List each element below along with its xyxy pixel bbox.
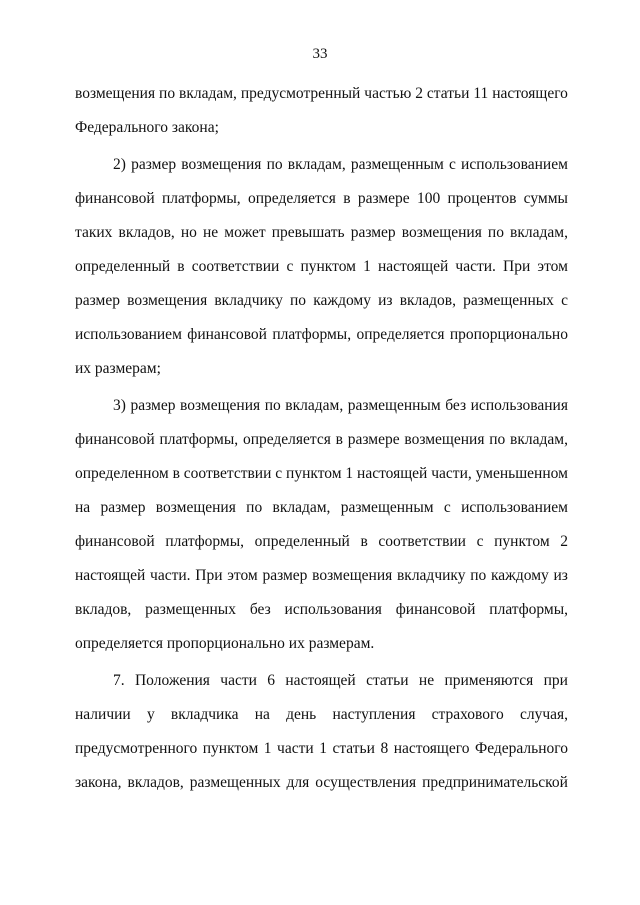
word: таких <box>75 224 113 241</box>
word: размещенных <box>463 292 554 309</box>
word: размещенным <box>340 499 434 516</box>
word: 11 <box>473 85 489 102</box>
word: с <box>443 499 451 516</box>
text-line <box>75 773 568 807</box>
text-line <box>75 291 568 325</box>
page-number: 33 <box>312 46 328 62</box>
word: закона, <box>75 774 122 791</box>
word: с <box>561 292 568 309</box>
word: размерам; <box>94 360 161 377</box>
word: вкладам, <box>287 156 346 173</box>
word: 2 <box>560 533 568 550</box>
word: вкладам, <box>510 224 568 241</box>
word: размер <box>130 397 176 414</box>
word: Федерального <box>75 119 172 136</box>
text-line <box>75 155 568 189</box>
text-line <box>75 532 568 566</box>
word: возмещения <box>401 224 482 241</box>
word: их <box>288 635 309 652</box>
word: размерам. <box>308 635 375 652</box>
word: осуществления <box>315 774 417 791</box>
word: по <box>489 431 506 448</box>
word: вкладов, <box>118 224 175 241</box>
word: по <box>266 156 283 173</box>
word: закона; <box>171 119 219 136</box>
text-line <box>75 325 568 359</box>
text-line <box>75 634 568 668</box>
word: 2 <box>415 85 423 102</box>
word: настоящей <box>75 567 146 584</box>
text-line <box>75 566 568 600</box>
word: пропорционально <box>449 326 568 343</box>
word: в <box>172 465 180 482</box>
word: определяется <box>75 635 167 652</box>
text-line <box>75 189 568 223</box>
word: случая, <box>519 706 568 723</box>
text-line <box>75 84 568 118</box>
word: размер <box>75 292 120 309</box>
word: пунктом <box>494 533 550 550</box>
word: пунктом <box>202 740 259 757</box>
word: 1 <box>363 258 371 275</box>
word: с <box>476 533 484 550</box>
word: применяются <box>444 672 534 689</box>
word: уменьшенном <box>475 465 568 482</box>
text-line <box>75 359 568 393</box>
word: из <box>553 567 568 584</box>
word: по <box>159 85 176 102</box>
word: каждому <box>490 567 549 584</box>
word: размещенным <box>347 397 441 414</box>
word: 1 <box>263 740 272 757</box>
word: пропорционально <box>166 635 289 652</box>
word: пунктом <box>286 465 342 482</box>
word: вкладчику <box>214 292 283 309</box>
word: суммы <box>523 190 568 207</box>
word: каждому <box>313 292 371 309</box>
word: настоящей <box>357 465 428 482</box>
word: финансовой <box>75 431 155 448</box>
word: этом <box>227 567 258 584</box>
text-line <box>75 739 568 773</box>
word: предпринимательской <box>422 774 568 791</box>
word: вкладов, <box>127 774 184 791</box>
word: по <box>290 292 307 309</box>
text-line <box>75 396 568 430</box>
word: при <box>543 672 568 689</box>
text-line <box>75 600 568 634</box>
word: При <box>503 258 531 275</box>
word: превышать <box>271 224 345 241</box>
text-line <box>75 464 568 498</box>
word: использованием <box>461 499 568 516</box>
word: размер <box>350 224 396 241</box>
word: Федерального <box>474 740 568 757</box>
word: 2) <box>113 156 126 173</box>
word: по <box>264 397 281 414</box>
word: их <box>75 360 95 377</box>
word: процентов <box>447 190 517 207</box>
word: по <box>470 567 487 584</box>
word: использованием <box>461 156 568 173</box>
word: страхового <box>431 706 504 723</box>
word: соответствии <box>183 465 272 482</box>
word: размер <box>262 567 308 584</box>
word: возмещения <box>127 292 208 309</box>
word: платформы, <box>159 431 239 448</box>
word: без <box>445 397 467 414</box>
word: вкладов, <box>399 292 456 309</box>
word: возмещения <box>155 499 236 516</box>
word: не <box>203 224 219 241</box>
word: наличии <box>75 706 131 723</box>
word: определяется <box>242 431 331 448</box>
word: финансовой <box>75 190 155 207</box>
word: с <box>275 465 283 482</box>
word: части <box>220 672 257 689</box>
word: размер <box>131 156 177 173</box>
word: настоящей <box>377 258 449 275</box>
word: по <box>487 224 504 241</box>
word: части. <box>150 567 191 584</box>
word: с <box>286 258 294 275</box>
word: 8 <box>380 740 389 757</box>
word: использования <box>470 397 568 414</box>
word: части. <box>455 258 496 275</box>
word: в <box>177 258 185 275</box>
word: 6 <box>267 672 276 689</box>
word: пунктом <box>300 258 356 275</box>
text-line <box>75 223 568 257</box>
word: статьи <box>332 740 375 757</box>
word: 3) <box>113 397 126 414</box>
word: вкладчику <box>396 567 466 584</box>
word: части, <box>431 465 472 482</box>
word: предусмотренный <box>240 85 361 102</box>
word: платформы, <box>165 533 245 550</box>
word: использованием <box>75 326 182 343</box>
text-line <box>75 671 568 705</box>
word: в <box>343 190 351 207</box>
word: может <box>224 224 266 241</box>
text-line <box>75 498 568 532</box>
word: финансовой <box>395 601 476 618</box>
word: При <box>195 567 223 584</box>
word: определенный <box>254 533 350 550</box>
word: 1 <box>345 465 354 482</box>
word: размере <box>347 431 400 448</box>
word: на <box>254 706 270 723</box>
word: с <box>448 156 456 173</box>
word: определенный <box>75 258 171 275</box>
word: вкладам, <box>510 431 568 448</box>
word: платформы, <box>161 190 241 207</box>
word: возмещения <box>312 567 393 584</box>
word: вкладам, <box>272 499 331 516</box>
word: на <box>75 499 91 516</box>
word: предусмотренного <box>75 740 198 757</box>
word: вкладов, <box>75 601 132 618</box>
word: 100 <box>416 190 441 207</box>
word: настоящей <box>285 672 356 689</box>
word: частью <box>364 85 412 102</box>
word: настоящего <box>393 740 470 757</box>
word: в <box>335 431 343 448</box>
word: в <box>360 533 368 550</box>
word: размер <box>100 499 146 516</box>
word: возмещения <box>181 156 262 173</box>
word: возмещения <box>75 85 156 102</box>
text-line <box>75 430 568 464</box>
word: платформы, <box>489 601 568 618</box>
word: соответствии <box>191 258 280 275</box>
word: возмещения <box>180 397 261 414</box>
word: этом <box>537 258 568 275</box>
text-line <box>75 257 568 291</box>
word: 1 <box>319 740 327 757</box>
word: размещенным <box>350 156 444 173</box>
word: размещенных <box>145 601 236 618</box>
word: Положения <box>134 672 210 689</box>
word: финансовой <box>75 533 155 550</box>
word: не <box>418 672 435 689</box>
word: соответствии <box>378 533 466 550</box>
word: платформы, <box>272 326 352 343</box>
word: по <box>246 499 263 516</box>
text-line <box>75 705 568 739</box>
word: возмещения <box>404 431 485 448</box>
word: настоящего <box>492 85 568 102</box>
word: наступления <box>332 706 416 723</box>
word: день <box>286 706 317 723</box>
word: статьи <box>426 85 470 102</box>
word: использования <box>284 601 382 618</box>
word: финансовой <box>187 326 267 343</box>
word: вкладам, <box>285 397 344 414</box>
word: 7. <box>113 672 125 689</box>
word: размещенных <box>189 774 281 791</box>
word: без <box>249 601 271 618</box>
word: части <box>277 740 314 757</box>
word: но <box>180 224 197 241</box>
word: определяется <box>356 326 445 343</box>
word: определенном <box>75 465 169 482</box>
word: у <box>146 706 155 723</box>
word: для <box>286 774 310 791</box>
text-line <box>75 118 568 152</box>
word: из <box>378 292 393 309</box>
word: статьи <box>366 672 409 689</box>
document-body <box>75 84 568 807</box>
word: определяется <box>247 190 336 207</box>
word: вкладам, <box>179 85 237 102</box>
word: размере <box>357 190 410 207</box>
word: вкладчика <box>170 706 239 723</box>
